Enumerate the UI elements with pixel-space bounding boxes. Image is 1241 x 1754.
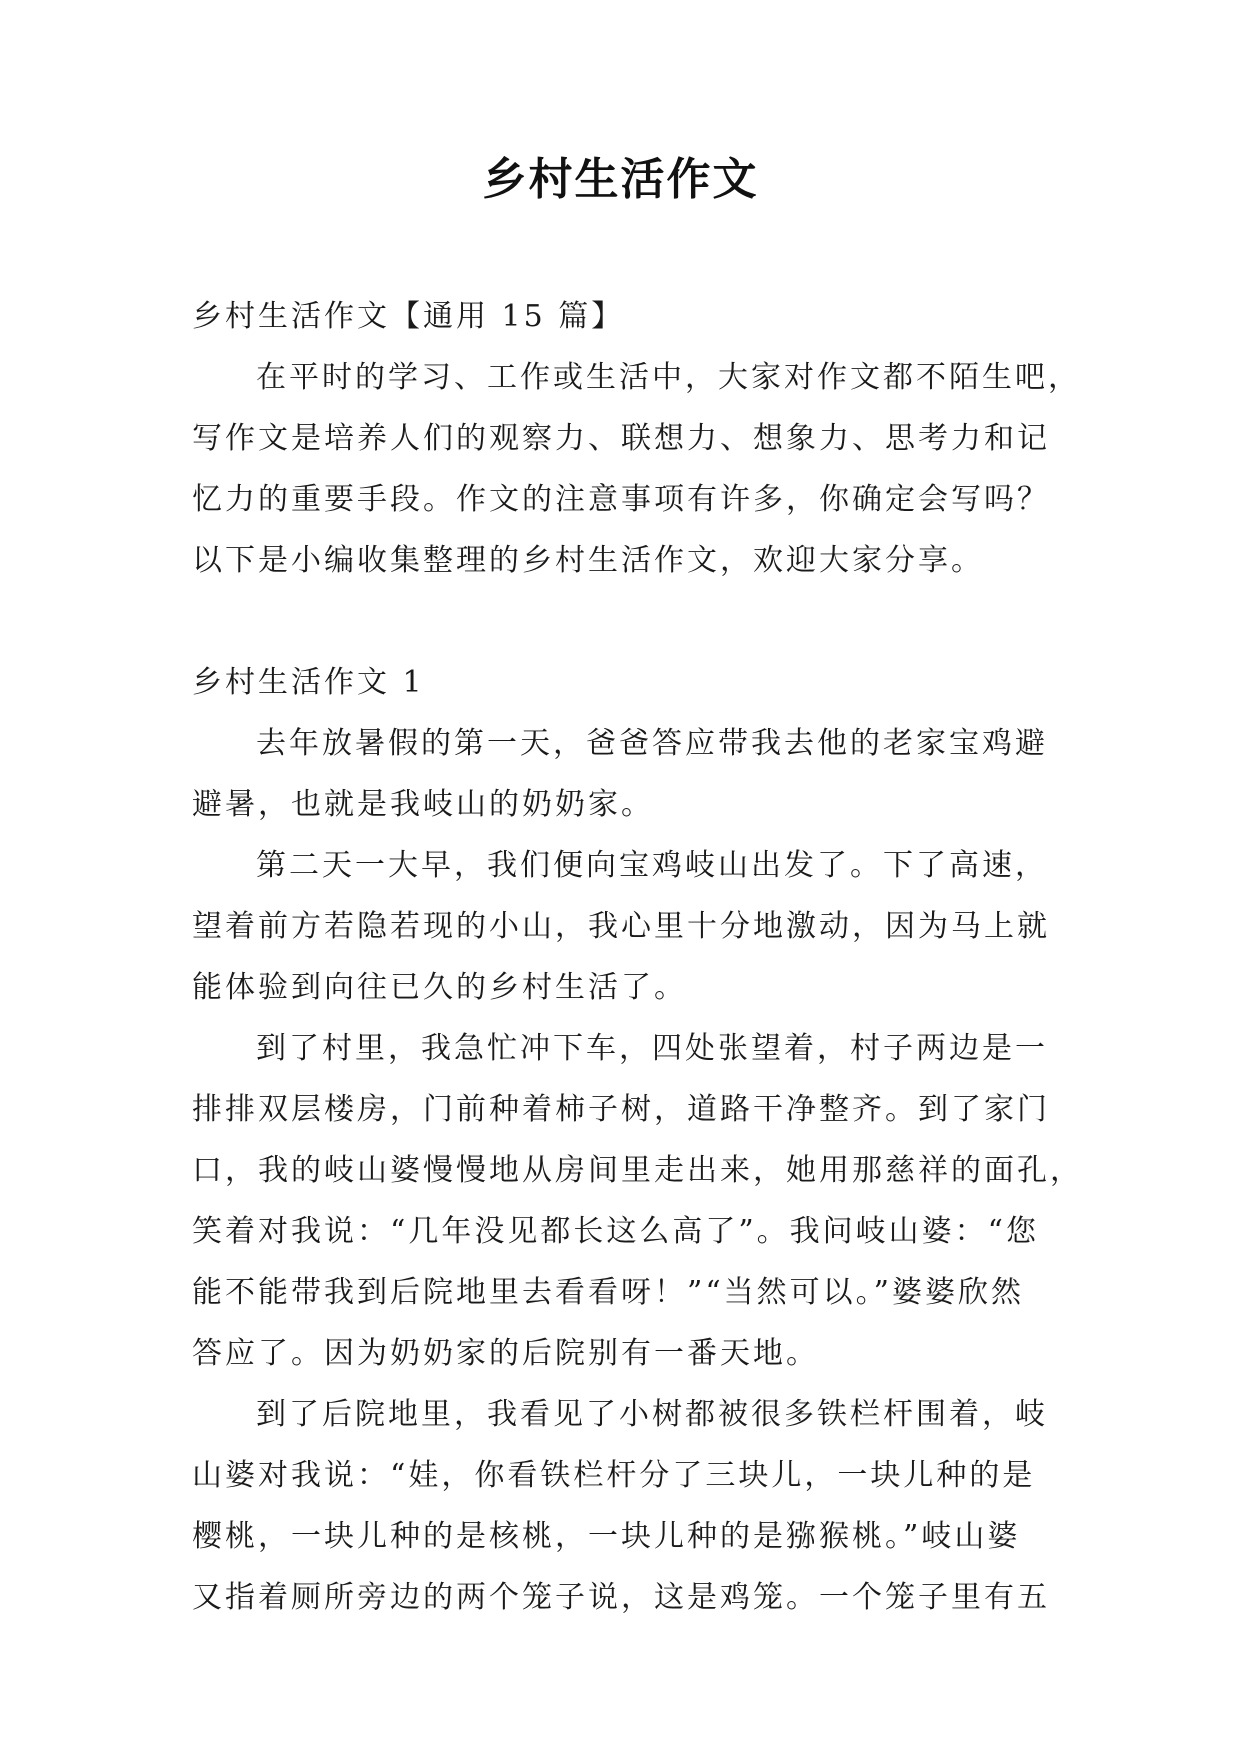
paragraph-line: 排排双层楼房，门前种着柿子树，道路干净整齐。到了家门 [192, 1092, 1050, 1127]
paragraph-line: 忆力的重要手段。作文的注意事项有许多，你确定会写吗？ [192, 482, 1050, 517]
paragraph-4 [192, 1384, 1048, 1628]
section-heading: 乡村生活作文 1 [192, 665, 425, 700]
paragraph-line: 望着前方若隐若现的小山，我心里十分地激动，因为马上就 [192, 909, 1050, 944]
document-body [192, 286, 1083, 1628]
paragraph-1 [192, 713, 1048, 835]
paragraph-line: 口，我的岐山婆慢慢地从房间里走出来，她用那慈祥的面孔， [192, 1153, 1083, 1188]
intro-paragraph [192, 347, 1081, 591]
paragraph-line: 又指着厕所旁边的两个笼子说，这是鸡笼。一个笼子里有五 [192, 1580, 1050, 1615]
paragraph-line: 樱桃，一块儿种的是核桃，一块儿种的是猕猴桃。”岐山婆 [192, 1519, 1021, 1554]
paragraph-line: 能体验到向往已久的乡村生活了。 [192, 970, 687, 1005]
paragraph-line: 写作文是培养人们的观察力、联想力、想象力、思考力和记 [192, 421, 1050, 456]
document-title: 乡村生活作文 [482, 154, 759, 205]
paragraph-line: 答应了。因为奶奶家的后院别有一番天地。 [192, 1336, 819, 1371]
document-subtitle: 乡村生活作文【通用 15 篇】 [192, 299, 625, 334]
paragraph-line: 第二天一大早，我们便向宝鸡岐山出发了。下了高速， [256, 848, 1048, 883]
paragraph-line: 到了后院地里，我看见了小树都被很多铁栏杆围着，岐 [256, 1397, 1048, 1432]
section-spacer [192, 591, 1048, 652]
paragraph-3 [192, 1018, 1083, 1384]
paragraph-line: 能不能带我到后院地里去看看呀！”“当然可以。”婆婆欣然 [192, 1275, 1025, 1310]
paragraph-line: 避暑，也就是我岐山的奶奶家。 [192, 787, 654, 822]
paragraph-line: 以下是小编收集整理的乡村生活作文，欢迎大家分享。 [192, 543, 984, 578]
paragraph-line: 到了村里，我急忙冲下车，四处张望着，村子两边是一 [256, 1031, 1048, 1066]
paragraph-line: 在平时的学习、工作或生活中，大家对作文都不陌生吧， [256, 360, 1081, 395]
paragraph-line: 去年放暑假的第一天，爸爸答应带我去他的老家宝鸡避 [256, 726, 1048, 761]
paragraph-2 [192, 835, 1048, 1018]
paragraph-line: 山婆对我说：“娃，你看铁栏杆分了三块儿，一块儿种的是 [192, 1458, 1036, 1493]
paragraph-line: 笑着对我说：“几年没见都长这么高了”。我问岐山婆：“您 [192, 1214, 1040, 1249]
